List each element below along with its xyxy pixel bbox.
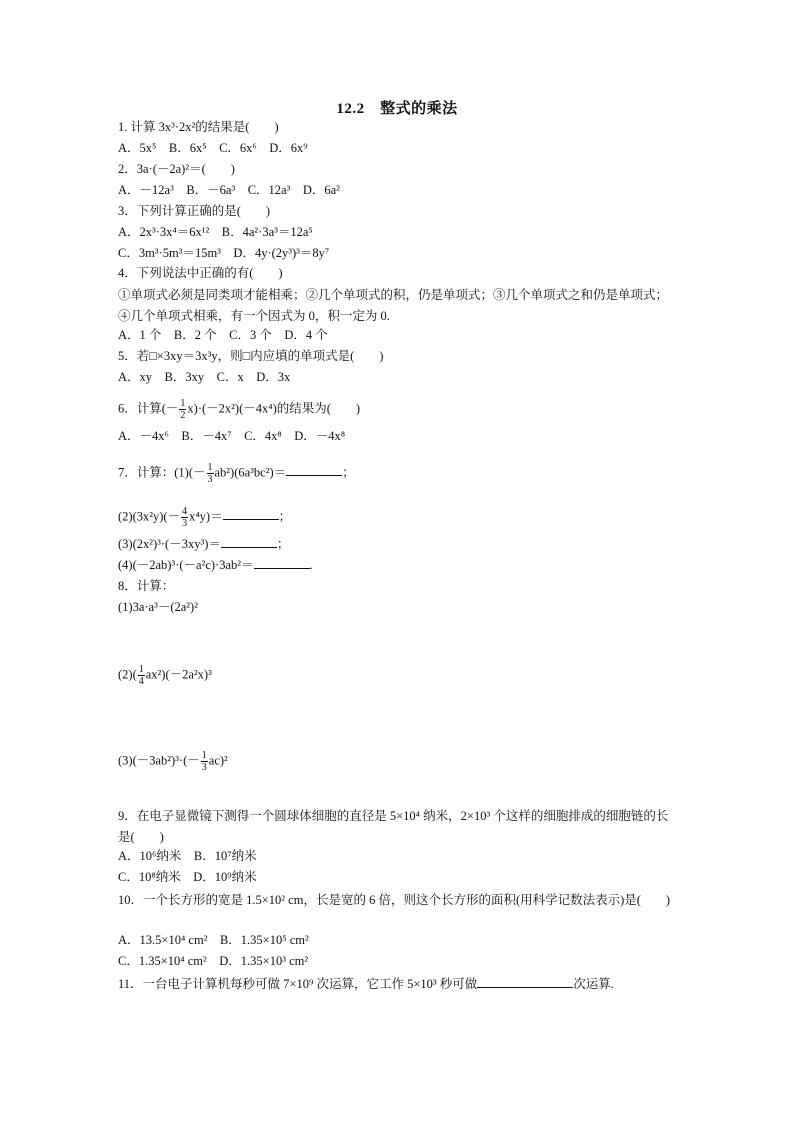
q7-p1-pre: 7．计算：(1)(－ (118, 465, 206, 480)
q7-p2-frac-den: 3 (182, 518, 188, 529)
q7-part2 (118, 506, 291, 529)
q8-part1: (1)3a·a³－(2a²)² (118, 600, 198, 614)
q7-p2-pre: (2)(3x²y)(－ (118, 509, 181, 524)
q8-p3-frac-den: 3 (201, 762, 207, 773)
q11-stem-end: 次运算. (573, 977, 614, 991)
page-title: 12.2 整式的乘法 (336, 101, 458, 117)
q8-p3-fraction (201, 750, 208, 773)
q6-options: A．－4x⁶ B．－4x⁷ C．4x⁸ D．－4x⁸ (118, 429, 346, 443)
q7-part3 (118, 535, 289, 552)
q8-p2-pre: (2)( (118, 667, 137, 682)
q7-p1-frac-num: 1 (207, 462, 213, 473)
q7-p3-text: (3)(2x²)³·(－3xy³)＝ (118, 537, 221, 551)
q10-options-ab: A．13.5×10⁴ cm² B．1.35×10⁵ cm² (118, 933, 309, 947)
q9-options-cd: C．10⁸纳米 D．10⁹纳米 (118, 870, 257, 884)
q6-stem-post: x)·(－2x²)(－4x⁴)的结果为( ) (187, 401, 361, 416)
q11 (118, 974, 678, 995)
q8-stem: 8．计算： (118, 579, 175, 593)
q7-p1-frac-den: 3 (207, 474, 213, 485)
q7-p4-answer-blank[interactable] (254, 556, 310, 569)
q6-stem (118, 398, 360, 421)
q7-p3-end: ； (276, 537, 290, 551)
q7-p2-end: ； (278, 509, 292, 524)
q6-frac-num: 1 (180, 398, 186, 409)
q7-p2-frac-num: 4 (182, 506, 188, 517)
q6-frac-den: 2 (180, 410, 186, 421)
q4-options: A．1 个 B．2 个 C．3 个 D．4 个 (118, 328, 328, 342)
q7-p1-fraction (207, 462, 214, 485)
q8-p2-fraction (138, 664, 145, 687)
q9-stem: 9．在电子显微镜下测得一个圆球体细胞的直径是 5×10⁴ 纳米，2×10³ 个这样的细胞排成的细胞链的长是( ) (118, 809, 669, 844)
q7-part1 (118, 462, 355, 485)
q7-p4-end: . (309, 558, 313, 572)
q7-p2-post: x⁴y)＝ (189, 509, 223, 524)
q8-p2-post: ax²)(－2a²x)³ (145, 667, 212, 682)
q8-p2-frac-num: 1 (138, 664, 144, 675)
q2-stem: 2．3a·(－2a)²＝( ) (118, 162, 235, 176)
q2-options: A．－12a³ B．－6a³ C．12a³ D．6a² (118, 183, 340, 197)
q7-p2-answer-blank[interactable] (223, 507, 279, 520)
q8-p3-post: ac)² (208, 753, 228, 768)
q5-options: A．xy B．3xy C．x D．3x (118, 370, 291, 384)
q7-p1-end: ； (342, 465, 355, 480)
q1-options: A．5x⁵ B．6x⁵ C．6x⁶ D．6x⁹ (118, 141, 308, 155)
q8-p2-frac-den: 4 (138, 676, 144, 687)
q6-stem-pre: 6．计算(－ (118, 401, 179, 416)
q5-stem: 5．若□×3xy＝3x³y，则□内应填的单项式是( ) (118, 349, 384, 363)
q11-answer-blank[interactable] (477, 975, 573, 988)
q3-options-cd: C．3m³·5m³＝15m³ D．4y·(2y³)³＝8y⁷ (118, 246, 330, 260)
q8-p3-frac-num: 1 (201, 750, 207, 761)
q8-part3 (118, 750, 228, 773)
q7-part4 (118, 556, 313, 573)
q6-fraction (179, 398, 186, 421)
q10-options-cd: C．1.35×10⁴ cm² D．1.35×10³ cm² (118, 954, 309, 968)
q9-options-ab: A．10⁶纳米 B．10⁷纳米 (118, 849, 257, 863)
q4-body: ①单项式必须是同类项才能相乘；②几个单项式的积，仍是单项式；③几个单项式之和仍是单项式；④几个单项式相乘，有一个因式为 0，积一定为 0. (118, 288, 669, 323)
q8-part2 (118, 664, 212, 687)
q8-p3-pre: (3)(－3ab²)³·(－ (118, 753, 200, 768)
q7-p4-text: (4)(－2ab)³·(－a²c)·3ab²＝ (118, 558, 254, 572)
q7-p1-post: ab²)(6a³bc²)＝ (214, 465, 287, 480)
q7-p3-answer-blank[interactable] (221, 535, 277, 548)
q11-stem: 11．一台电子计算机每秒可做 7×10⁹ 次运算，它工作 5×10³ 秒可做 (118, 977, 478, 991)
q3-stem: 3．下列计算正确的是( ) (118, 204, 271, 218)
q3-options-ab: A．2x³·3x⁴＝6x¹² B．4a²·3a³＝12a⁵ (118, 225, 313, 239)
q7-p2-fraction (181, 506, 188, 529)
q10-stem: 10．一个长方形的宽是 1.5×10² cm，长是宽的 6 倍，则这个长方形的面积(用科学记数法表示)是( ) (118, 893, 671, 907)
q7-p1-answer-blank[interactable] (286, 463, 342, 476)
q1-stem: 1. 计算 3x³·2x²的结果是( ) (118, 120, 279, 134)
q4-stem: 4．下列说法中正确的有( ) (118, 266, 283, 280)
